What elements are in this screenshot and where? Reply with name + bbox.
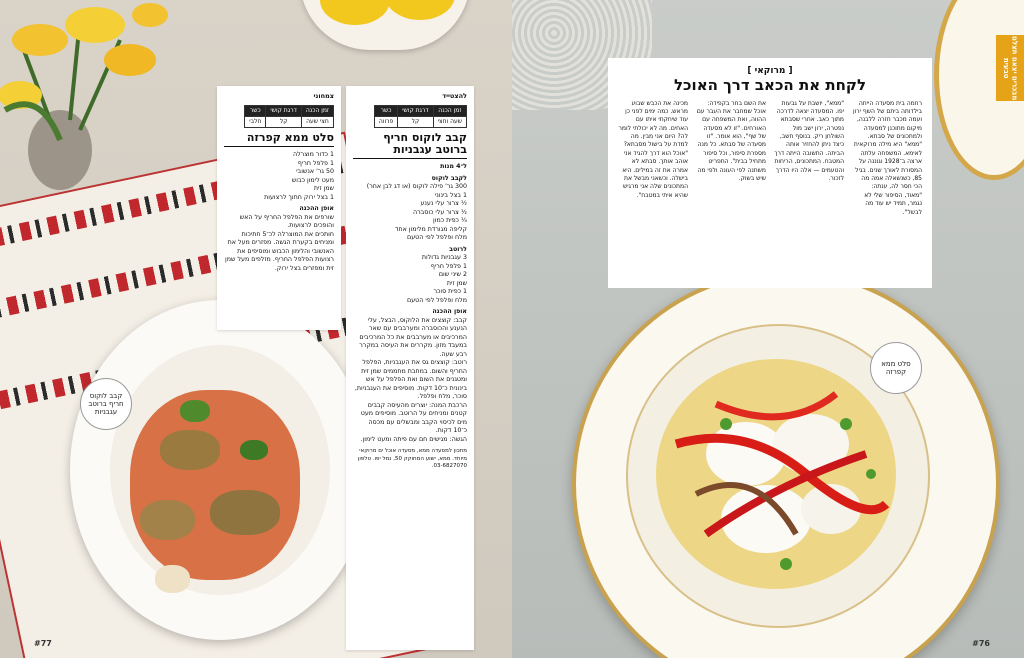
method-title: אופן ההכנה [432, 308, 467, 316]
ingredient: 2 שיני שום [438, 271, 467, 279]
article-columns [618, 100, 922, 217]
article-column [696, 100, 766, 217]
article-column [774, 100, 844, 217]
article-paragraph: מכינה את הכבש שבוע מראש. כמה ימים לפני כן עוד שיחקתי איתו עם האחים. מה לא יכולתי לומר לה? היום אני מבין. מה למדת על בישול מסבתא? "אוכל הוא דרך להגיד אני אוהב אותך. סבתא לא אמרה את זה במילים. היא בישלה. וכשאני מבשל את המתכונים שלה אני מרגיש שהיא איתי במטבח". [618, 99, 688, 199]
table-cell: חצי שעה [301, 116, 333, 127]
ingredient: 50 גר' אנשובי [296, 168, 334, 176]
kicker-salad: צמחוני [313, 92, 334, 100]
method-step: רוטב: קוצצים גס את העגבניות, הפלפל החריף והשום. במחבת מחממים שמן זית ומטגנים את השום ואת הפלפל על אש בינונית כ־10 דקות. מוסיפים את העגבניות, סוכר, מלח ופלפל. [354, 359, 467, 401]
restaurant-footnote: מתכון למסעדה ממא, מסעדה אוכל ים מרוקאי מיוחד. ממא, ישוע המחוקק 50, נמל יפו. טלפון 03-6827070. [357, 448, 467, 469]
recipe-card-salad [217, 86, 341, 330]
ingredient: 1 פלפל חריף [430, 262, 467, 270]
page-number-right: #76 [972, 639, 990, 648]
table-header: זמן הכנה [301, 105, 333, 116]
method-step: חותכים את המוצרלה לכ־5 חתיכות ומניחים בקערת הגשה. מפזרים מעל את האנשובי והלימון הכבוש ומוסיפים את רצועות הפלפל החריף. מזלפים מעל שמן זית ומפזרים בצל ירוק. [225, 230, 334, 272]
photo-label-kebab: קבב לוקוס חריף ברוטב עגבניות [80, 378, 132, 430]
method-step: הרכבת המנה: יוצרים מהעיסה קבבים קטנים ומניחים על הרוטב. מוסיפים מעט מים לכיסוי הקבב ומבשלים עם מכסה כ־10 דקות. [360, 401, 467, 435]
method-step: הגשה: מגישים חם עם פיתה ומעט לימון. [360, 435, 467, 443]
table-header: דרגת קושי [398, 105, 433, 116]
method-title: אופן ההכנה [299, 205, 334, 213]
table-cell: שעה וחצי [433, 116, 466, 127]
recipe-info-table-salad [244, 105, 334, 128]
article-title: לקחת את הכאב דרך האוכל [673, 76, 867, 94]
table-cell: קל [266, 116, 301, 127]
article-kicker: [ מרוקאי ] [747, 66, 793, 76]
ingredient: מלח ופלפל לפי הטעם [407, 234, 467, 242]
kicker-kebab: להצטייד [442, 92, 467, 100]
table-header: כשר [245, 105, 266, 116]
ingredient: 1 בצל ירוק חתוך לרצועות [264, 193, 334, 201]
article-column [852, 100, 922, 217]
ingredient: ¼ כפית כמון [433, 217, 467, 225]
right-page [512, 0, 1024, 658]
ingredient: מלח ופלפל לפי הטעם [407, 296, 467, 304]
ingredient: שמן זית [446, 279, 467, 287]
recipe-title-salad: סלט ממא קפרזה [246, 130, 334, 144]
yellow-flowers-image [0, 0, 170, 200]
table-header: כשר [374, 105, 397, 116]
recipe-info-table-kebab [374, 105, 467, 128]
ingredient: 1 פלפל חריף [297, 159, 334, 167]
lemon-bowl-image [300, 0, 470, 50]
photo-label-salad: סלט ממא קפרזה [870, 342, 922, 394]
ingredient: 1 כפית סוכר [433, 288, 467, 296]
table-cell: קל [398, 116, 433, 127]
sauce-ingredients-title: לרוטב [449, 245, 467, 253]
kebab-dish-photo [70, 300, 370, 640]
ingredient: קליפה מגורדת מלימון אחד [395, 225, 467, 233]
section-tab: מבכרים יצאם תצלם טבעית [996, 35, 1024, 101]
article-paragraph: את השם בחר בקפידה: אוכל שמחבר את העבר עם ההווה, ואת המשפחה עם האורחים. "זו לא מסעדה של שף", הוא אומר. "זו מסעדה של סבתא. כל מנה מספרת סיפור, וכל סיפור מתחיל בבית". התפריט משתנה לפי העונה ולפי מה שיש בשוק. [696, 99, 766, 183]
page-number-left: #77 [34, 639, 52, 648]
caprese-salad-photo [572, 270, 1000, 658]
table-cell: חלבי [245, 116, 266, 127]
servings: ל־4 מנות [440, 163, 467, 171]
recipe-card-kebab [346, 86, 474, 650]
article-paragraph: "ממא", יושבת על גבעות יפו. המסעדה יצאה לדרכה מתוך כאב. אחרי שסבתא נפטרה, ירון ישב מול השולחן ריק. בנוסף חשב, כיצד ניתן להחזיר אותה הביתה. התשובה הייתה דרך המטבח. המתכונים, הריחות והטעמים — אלה היו הדרך לזכור. [774, 99, 844, 183]
recipe-title-kebab: קבב לוקוס חריף ברוטב עגבניות [383, 130, 467, 157]
table-cell: פרווה [374, 116, 397, 127]
ingredient: ½ צרור עלי נענע [420, 200, 467, 208]
table-header: דרגת קושי [266, 105, 301, 116]
ingredient: 1 כדור מוצרלה [292, 151, 334, 159]
ingredient: 3 עגבניות גדולות [421, 254, 467, 262]
table-header: זמן הכנה [433, 105, 466, 116]
ingredient: 1 בצל בינוני [434, 191, 467, 199]
ingredient: מעט לימון כבוש [291, 176, 334, 184]
method-step: שורפים את הפלפל החריף על האש והופכים לרצועות. [239, 213, 334, 230]
article-box [608, 58, 932, 288]
article-paragraph: רחמה בית מסעדה הייתה בילדותה ביתם של השף ירון ועמה מכבר חזרה ללבנה, מיקום מתוכנן למסעדה ולמתכונים של סבתא. "ממא" היא מילה מרוקאית לאימא. המשפחה עלתה ארצה ב־1928 וגוננה על המסורת לאורך שנים. בגיל 85, כשנשאלה אמה מה הכי חסר לה, ענתה: "מאוד, הסיפור שלי לא נגמר, תמיד יש עוד מה לבשל". [852, 99, 922, 216]
kebab-ingredients-title: לקבב לוקוס [431, 174, 467, 182]
ingredient: שמן זית [313, 185, 334, 193]
ingredient: ½ צרור עלי כוסברה [412, 208, 467, 216]
ingredient: 300 גר' פילה לוקוס (או דג לבן אחר) [366, 183, 467, 191]
method-step: קבב: קוצצים את הלוקוס, הבצל, עלי הנענע והכוסברה ומערבבים עם שאר המרכיבים או מערבבים את כל המרכיבים במעבד מזון. מקררים את העיסה במקרר רבע שעה. [359, 316, 467, 358]
article-column [618, 100, 688, 217]
